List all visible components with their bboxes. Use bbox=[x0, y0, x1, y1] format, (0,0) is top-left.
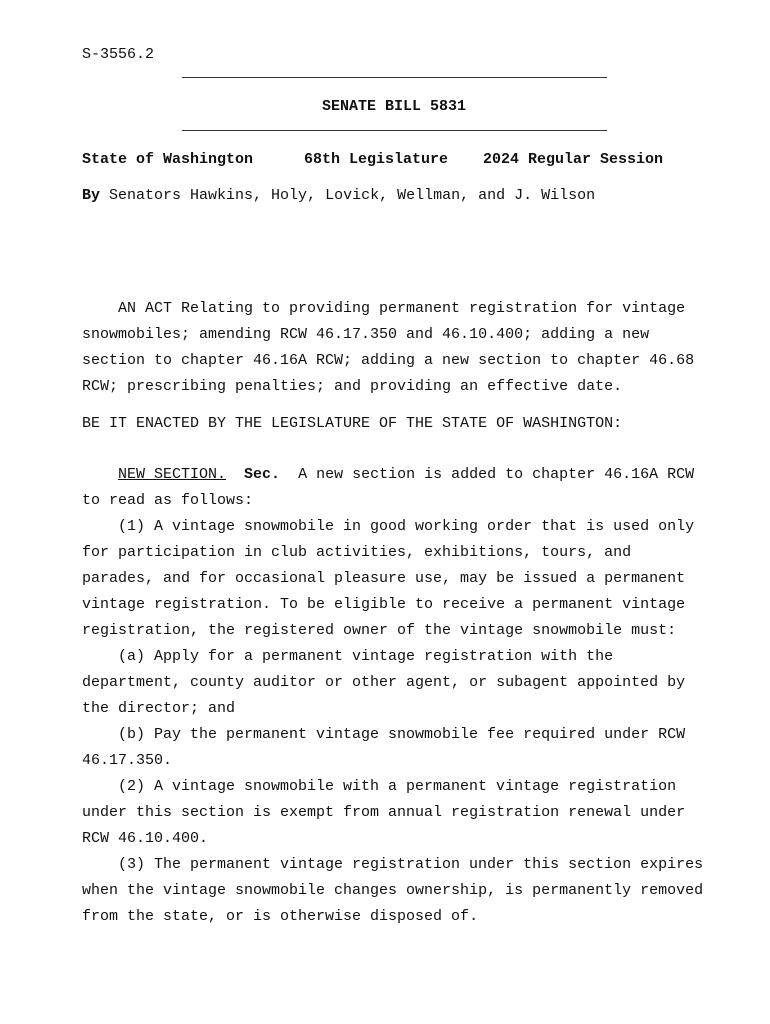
section-line: vintage registration. To be eligible to receive a permanent vintage bbox=[82, 596, 686, 613]
section-line: RCW 46.10.400. bbox=[82, 830, 209, 847]
section-line: for participation in club activities, exhibitions, tours, and bbox=[82, 544, 632, 561]
act-line: snowmobiles; amending RCW 46.17.350 and 46.10.400; adding a new bbox=[82, 326, 650, 343]
act-line: RCW; prescribing penalties; and providing an effective date. bbox=[82, 378, 623, 395]
document-number: S-3556.2 bbox=[82, 46, 155, 63]
new-section-label: NEW SECTION. bbox=[118, 466, 227, 483]
section-intro-line2: to read as follows: bbox=[82, 492, 254, 509]
section-line: (b) Pay the permanent vintage snowmobile fee required under RCW bbox=[118, 726, 686, 743]
legislature-label: 68th Legislature bbox=[304, 151, 449, 168]
section-line: registration, the registered owner of the vintage snowmobile must: bbox=[82, 622, 677, 639]
section-line: the director; and bbox=[82, 700, 236, 717]
section-line: (1) A vintage snowmobile in good working order that is used only bbox=[118, 518, 695, 535]
top-rule bbox=[182, 77, 607, 78]
section-line: 46.17.350. bbox=[82, 752, 173, 769]
section-line: when the vintage snowmobile changes ownership, is permanently removed bbox=[82, 882, 704, 899]
act-line: AN ACT Relating to providing permanent registration for vintage bbox=[118, 300, 686, 317]
enacting-clause: BE IT ENACTED BY THE LEGISLATURE OF THE STATE OF WASHINGTON: bbox=[82, 415, 623, 432]
bottom-rule bbox=[182, 130, 607, 131]
bill-title: SENATE BILL 5831 bbox=[321, 98, 467, 115]
section-intro-text: A new section is added to chapter 46.16A RCW bbox=[280, 466, 695, 483]
state-label: State of Washington bbox=[82, 151, 254, 168]
section-line: (a) Apply for a permanent vintage registration with the bbox=[118, 648, 614, 665]
section-line: department, county auditor or other agent, or subagent appointed by bbox=[82, 674, 686, 691]
section-line: (3) The permanent vintage registration under this section expires bbox=[118, 856, 704, 873]
section-intro bbox=[82, 462, 722, 488]
section-line: (2) A vintage snowmobile with a permanent vintage registration bbox=[118, 778, 677, 795]
session-label: 2024 Regular Session bbox=[483, 151, 664, 168]
section-line: from the state, or is otherwise disposed of. bbox=[82, 908, 479, 925]
sec-label: Sec. bbox=[244, 466, 281, 483]
sponsors-list: Senators Hawkins, Holy, Lovick, Wellman, and J. Wilson bbox=[109, 187, 596, 204]
act-title bbox=[82, 296, 722, 400]
by-label: By bbox=[82, 187, 101, 204]
section-line: parades, and for occasional pleasure use, may be issued a permanent bbox=[82, 570, 686, 587]
section-line: under this section is exempt from annual registration renewal under bbox=[82, 804, 686, 821]
act-line: section to chapter 46.16A RCW; adding a new section to chapter 46.68 bbox=[82, 352, 695, 369]
section-body bbox=[82, 462, 722, 930]
sponsors-line bbox=[82, 183, 595, 209]
